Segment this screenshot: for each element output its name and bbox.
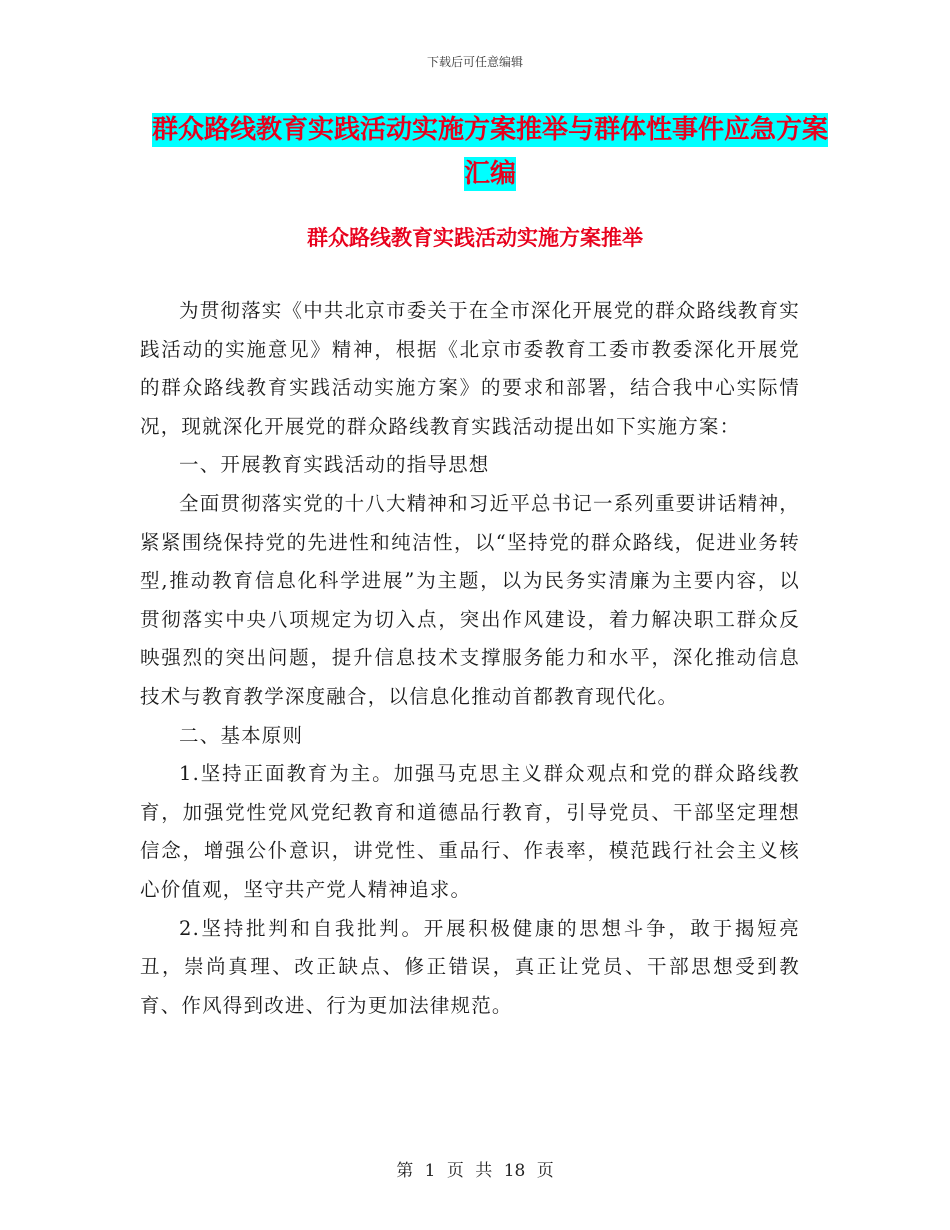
document-body [140,292,800,1025]
header-note: 下载后可任意编辑 [426,55,523,69]
document-title-text: 群众路线教育实践活动实施方案推举与群体性事件应急方案汇编 [151,115,828,189]
document-title [150,108,830,196]
section-title: 群众路线教育实践活动实施方案推举 [307,226,643,250]
paragraph-principle-2: 2.坚持批判和自我批判。开展积极健康的思想斗争，敢于揭短亮丑，崇尚真理、改正缺点、修正错误，真正让党员、干部思想受到教育、作风得到改进、行为更加法律规范。 [140,916,800,1017]
page-footer: 第 1 页 共 18 页 [396,1161,554,1181]
paragraph-guiding-thought: 全面贯彻落实党的十八大精神和习近平总书记一系列重要讲话精神，紧紧围绕保持党的先进性和纯洁性，以“坚持党的群众路线，促进业务转型,推动教育信息化科学进展”为主题，以为民务实清廉为主要内容，以贯彻落实中央八项规定为切入点，突出作风建设，着力解决职工群众反映强烈的突出问题，提升信息技术支撑服务能力和水平，深化推动信息技术与教育教学深度融合，以信息化推动首都教育现代化。 [140,491,801,708]
paragraph-intro: 为贯彻落实《中共北京市委关于在全市深化开展党的群众路线教育实践活动的实施意见》精神，根据《北京市委教育工委市教委深化开展党的群众路线教育实践活动实施方案》的要求和部署，结合我中心实际情况，现就深化开展党的群众路线教育实践活动提出如下实施方案： [140,299,801,438]
heading-basic-principles: 二、基本原则 [179,723,304,747]
heading-guiding-thought: 一、开展教育实践活动的指导思想 [179,453,490,477]
paragraph-principle-1: 1.坚持正面教育为主。加强马克思主义群众观点和党的群众路线教育，加强党性党风党纪教育和道德品行教育，引导党员、干部坚定理想信念，增强公仆意识，讲党性、重品行、作表率，模范践行社会主义核心价值观，坚守共产党人精神追求。 [140,762,800,901]
